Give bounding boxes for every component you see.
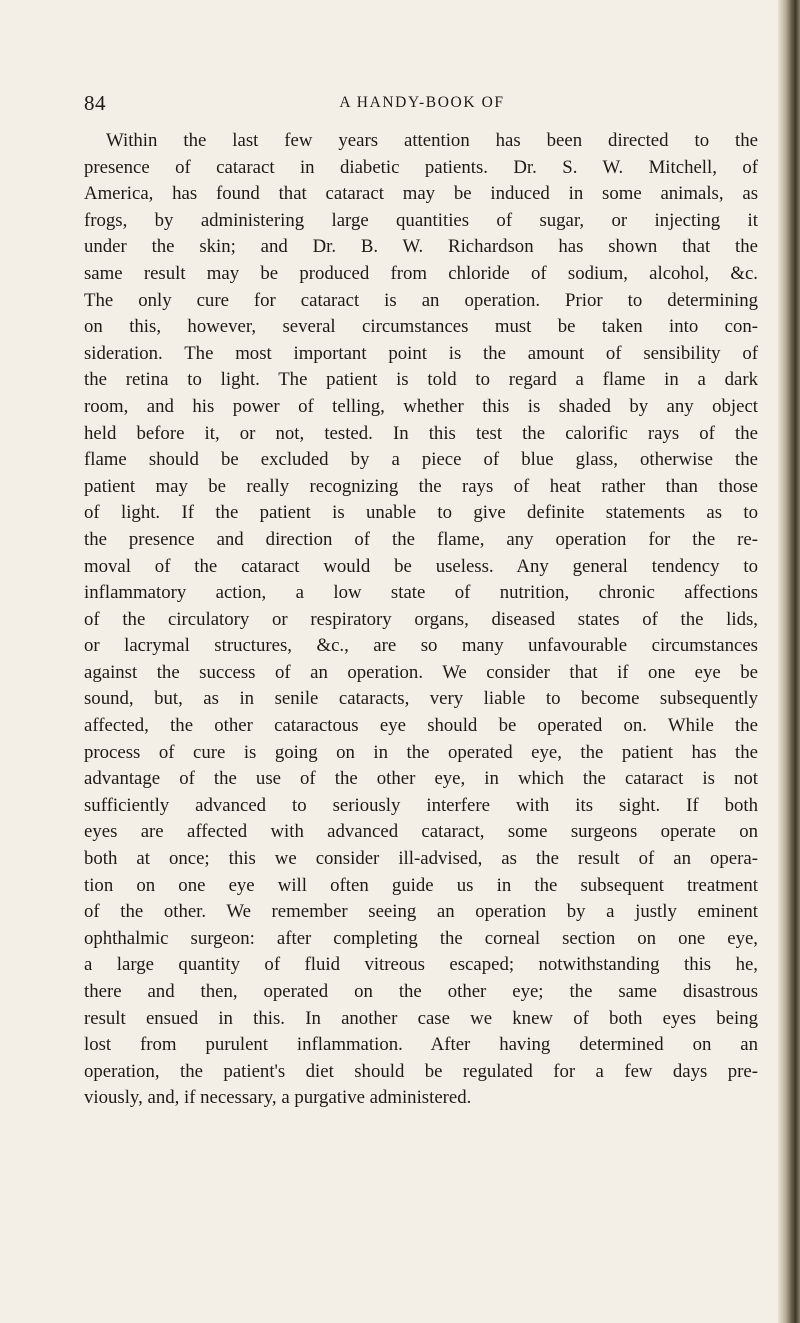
text-line: lost from purulent inflammation. After having determined on an (84, 1034, 758, 1056)
text-line: moval of the cataract would be useless. Any general tendency to (84, 555, 758, 577)
text-line: sound, but, as in senile cataracts, very liable to become subsequently (84, 688, 758, 710)
text-line: Within the last few years attention has been directed to the (106, 130, 758, 151)
text-line: sideration. The most important point is the amount of sensibility of (84, 342, 758, 364)
text-line: under the skin; and Dr. B. W. Richardson has shown that the (84, 236, 758, 258)
text-line: patient may be really recognizing the rays of heat rather than those (84, 475, 758, 497)
text-line: the retina to light. The patient is told to regard a flame in a dark (84, 369, 758, 391)
text-line: inflammatory action, a low state of nutrition, chronic affections (84, 582, 758, 604)
text-line: eyes are affected with advanced cataract, some surgeons operate on (84, 821, 758, 843)
page-header (84, 91, 760, 113)
text-line: room, and his power of telling, whether this is shaded by any object (84, 395, 758, 417)
page-binding-edge (778, 0, 800, 1323)
text-line: against the success of an operation. We consider that if one eye be (84, 661, 758, 683)
text-line: same result may be produced from chloride of sodium, alcohol, &c. (84, 262, 758, 284)
text-line: of the other. We remember seeing an operation by a justly eminent (84, 901, 758, 923)
text-line: process of cure is going on in the operated eye, the patient has the (84, 741, 758, 763)
text-line: of the circulatory or respiratory organs, diseased states of the lids, (84, 608, 758, 630)
text-line: frogs, by administering large quantities of sugar, or injecting it (84, 209, 758, 231)
text-line: or lacrymal structures, &c., are so many unfavourable circumstances (84, 635, 758, 657)
page-number: 84 (84, 91, 106, 115)
text-line: of light. If the patient is unable to give definite statements as to (84, 502, 758, 524)
text-line: sufficiently advanced to seriously interfere with its sight. If both (84, 794, 758, 816)
text-line: on this, however, several circumstances must be taken into con- (84, 316, 758, 338)
text-line: a large quantity of fluid vitreous escaped; notwithstanding this he, (84, 954, 758, 976)
text-line: viously, and, if necessary, a purgative administered. (84, 1087, 472, 1109)
text-line: affected, the other cataractous eye should be operated on. While the (84, 715, 758, 737)
text-line: held before it, or not, tested. In this test the calorific rays of the (84, 422, 758, 444)
text-line: the presence and direction of the flame, any operation for the re- (84, 528, 758, 550)
text-line: result ensued in this. In another case we knew of both eyes being (84, 1007, 758, 1029)
text-line: operation, the patient's diet should be regulated for a few days pre- (84, 1060, 758, 1082)
body-paragraph (84, 128, 758, 1112)
text-line: The only cure for cataract is an operation. Prior to determining (84, 289, 758, 311)
text-line: advantage of the use of the other eye, in which the cataract is not (84, 768, 758, 790)
text-line: flame should be excluded by a piece of blue glass, otherwise the (84, 449, 758, 471)
text-line: ophthalmic surgeon: after completing the corneal section on one eye, (84, 927, 758, 949)
text-line: America, has found that cataract may be induced in some animals, as (84, 183, 758, 205)
text-line: presence of cataract in diabetic patients. Dr. S. W. Mitchell, of (84, 156, 758, 178)
text-line: tion on one eye will often guide us in the subsequent treatment (84, 874, 758, 896)
running-title: A HANDY-BOOK OF (339, 94, 505, 111)
text-line: there and then, operated on the other eye; the same disastrous (84, 981, 758, 1002)
text-line: both at once; this we consider ill-advised, as the result of an opera- (84, 848, 758, 870)
